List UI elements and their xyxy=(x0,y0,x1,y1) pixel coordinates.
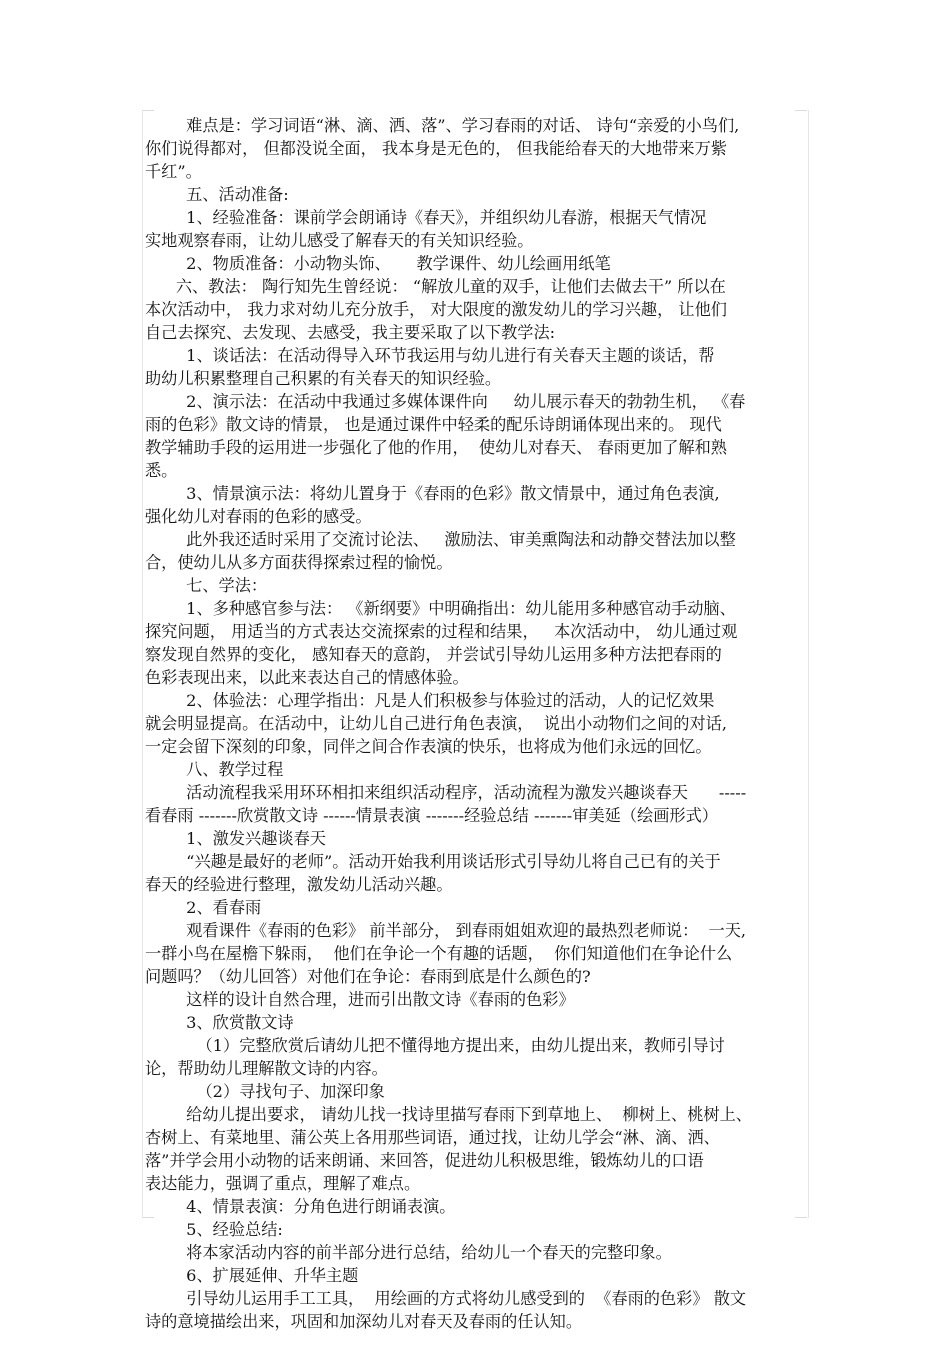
text-line: 八、教学过程 xyxy=(145,760,284,779)
text-line: 2、物质准备：小动物头饰、 教学课件、幼儿绘画用纸笔 xyxy=(145,254,611,273)
text-line: 雨的色彩》散文诗的情景， 也是通过课件中轻柔的配乐诗朗诵体现出来的。 现代 xyxy=(145,415,722,434)
text-line: “兴趣是最好的老师”。活动开始我利用谈话形式引导幼儿将自己已有的关于 xyxy=(145,852,721,871)
text-line: 观看课件《春雨的色彩》 前半部分， 到春雨姐姐欢迎的最热烈老师说： 一天, xyxy=(145,921,747,940)
document-body xyxy=(145,114,805,1333)
text-line: 悉。 xyxy=(145,461,178,480)
text-line: 五、活动准备: xyxy=(145,185,289,204)
text-line: 自己去探究、去发现、去感受，我主要采取了以下教学法: xyxy=(145,323,556,342)
text-line: 本次活动中， 我力求对幼儿充分放手， 对大限度的激发幼儿的学习兴趣， 让他们 xyxy=(145,300,727,319)
text-line: 这样的设计自然合理，进而引出散文诗《春雨的色彩》 xyxy=(145,990,575,1009)
text-line: 6、扩展延伸、升华主题 xyxy=(145,1266,359,1285)
text-line: 4、情景表演：分角色进行朗诵表演。 xyxy=(145,1197,456,1216)
text-line: 教学辅助手段的运用进一步强化了他的作用， 使幼儿对春天、 春雨更加了解和熟 xyxy=(145,438,727,457)
text-line: 论，帮助幼儿理解散文诗的内容。 xyxy=(145,1059,388,1078)
text-line: 给幼儿提出要求， 请幼儿找一找诗里描写春雨下到草地上、 柳树上、桃树上、 xyxy=(145,1105,752,1124)
frame-corner xyxy=(795,110,807,111)
text-line: 色彩表现出来，以此来表达自己的情感体验。 xyxy=(145,668,469,687)
text-line: 探究问题， 用适当的方式表达交流探索的过程和结果， 本次活动中， 幼儿通过观 xyxy=(145,622,738,641)
text-line: 一定会留下深刻的印象，同伴之间合作表演的快乐，也将成为他们永远的回忆。 xyxy=(145,737,712,756)
text-line: 春天的经验进行整理，激发幼儿活动兴趣。 xyxy=(145,875,453,894)
text-line: 活动流程我采用环环相扣来组织活动程序，活动流程为激发兴趣谈春天 ----- xyxy=(145,783,747,802)
text-line: 表达能力，强调了重点，理解了难点。 xyxy=(145,1174,421,1193)
text-line: 将本家活动内容的前半部分进行总结，给幼儿一个春天的完整印象。 xyxy=(145,1243,672,1262)
frame-corner xyxy=(142,110,154,111)
text-line: 合，使幼儿从多方面获得探索过程的愉悦。 xyxy=(145,553,453,572)
text-line: 助幼儿积累整理自己积累的有关春天的知识经验。 xyxy=(145,369,502,388)
text-line: 杏树上、有菜地里、蒲公英上各用那些词语，通过找，让幼儿学会“淋、滴、洒、 xyxy=(145,1128,720,1147)
text-line: 5、经验总结: xyxy=(145,1220,283,1239)
text-line: 1、多种感官参与法： 《新纲要》中明确指出：幼儿能用多种感官动手动脑、 xyxy=(145,599,736,618)
text-line: 就会明显提高。在活动中，让幼儿自己进行角色表演， 说出小动物们之间的对话, xyxy=(145,714,727,733)
text-line: 引导幼儿运用手工工具， 用绘画的方式将幼儿感受到的 《春雨的色彩》 散文 xyxy=(145,1289,747,1308)
text-line: （2）寻找句子、加深印象 xyxy=(145,1082,385,1101)
text-line: 问题吗？（幼儿回答）对他们在争论：春雨到底是什么颜色的? xyxy=(145,967,591,986)
text-line: 强化幼儿对春雨的色彩的感受。 xyxy=(145,507,372,526)
text-line: 看春雨 -------欣赏散文诗 ------情景表演 -------经验总结 -------审美延（绘画形式） xyxy=(145,806,718,825)
text-line: 3、情景演示法：将幼儿置身于《春雨的色彩》散文情景中，通过角色表演, xyxy=(145,484,720,503)
text-line: 此外我还适时采用了交流讨论法、 激励法、审美熏陶法和动静交替法加以整 xyxy=(145,530,736,549)
text-line: 1、经验准备：课前学会朗诵诗《春天》，并组织幼儿春游，根据天气情况 xyxy=(145,208,707,227)
text-line: 2、看春雨 xyxy=(145,898,262,917)
text-line: 察发现自然界的变化， 感知春天的意韵， 并尝试引导幼儿运用多种方法把春雨的 xyxy=(145,645,722,664)
text-line: 2、演示法：在活动中我通过多媒体课件向 幼儿展示春天的勃勃生机， 《春 xyxy=(145,392,746,411)
text-line: 难点是：学习词语“淋、滴、洒、落”、学习春雨的对话、 诗句“亲爱的小鸟们, xyxy=(145,116,740,135)
text-line: 你们说得都对， 但都没说全面， 我本身是无色的， 但我能给春天的大地带来万紫 xyxy=(145,139,727,158)
text-line: 千红”。 xyxy=(145,162,202,181)
text-line: 实地观察春雨，让幼儿感受了解春天的有关知识经验。 xyxy=(145,231,534,250)
text-line: 3、欣赏散文诗 xyxy=(145,1013,294,1032)
text-line: 七、学法： xyxy=(145,576,268,595)
text-line: （1）完整欣赏后请幼儿把不懂得地方提出来，由幼儿提出来，教师引导讨 xyxy=(145,1036,725,1055)
text-line: 2、体验法：心理学指出：凡是人们积极参与体验过的活动，人的记忆效果 xyxy=(145,691,715,710)
text-line: 一群小鸟在屋檐下躲雨， 他们在争论一个有趣的话题， 你们知道他们在争论什么 xyxy=(145,944,733,963)
text-line: 1、激发兴趣谈春天 xyxy=(145,829,326,848)
text-line: 落”并学会用小动物的话来朗诵、来回答，促进幼儿积极思维，锻炼幼儿的口语 xyxy=(145,1151,704,1170)
text-line: 1、谈话法：在活动得导入环节我运用与幼儿进行有关春天主题的谈话，帮 xyxy=(145,346,715,365)
text-line: 诗的意境描绘出来，巩固和加深幼儿对春天及春雨的任认知。 xyxy=(145,1312,583,1331)
text-line: 六、教法： 陶行知先生曾经说： “解放儿童的双手，让他们去做去干” 所以在 xyxy=(145,277,726,296)
